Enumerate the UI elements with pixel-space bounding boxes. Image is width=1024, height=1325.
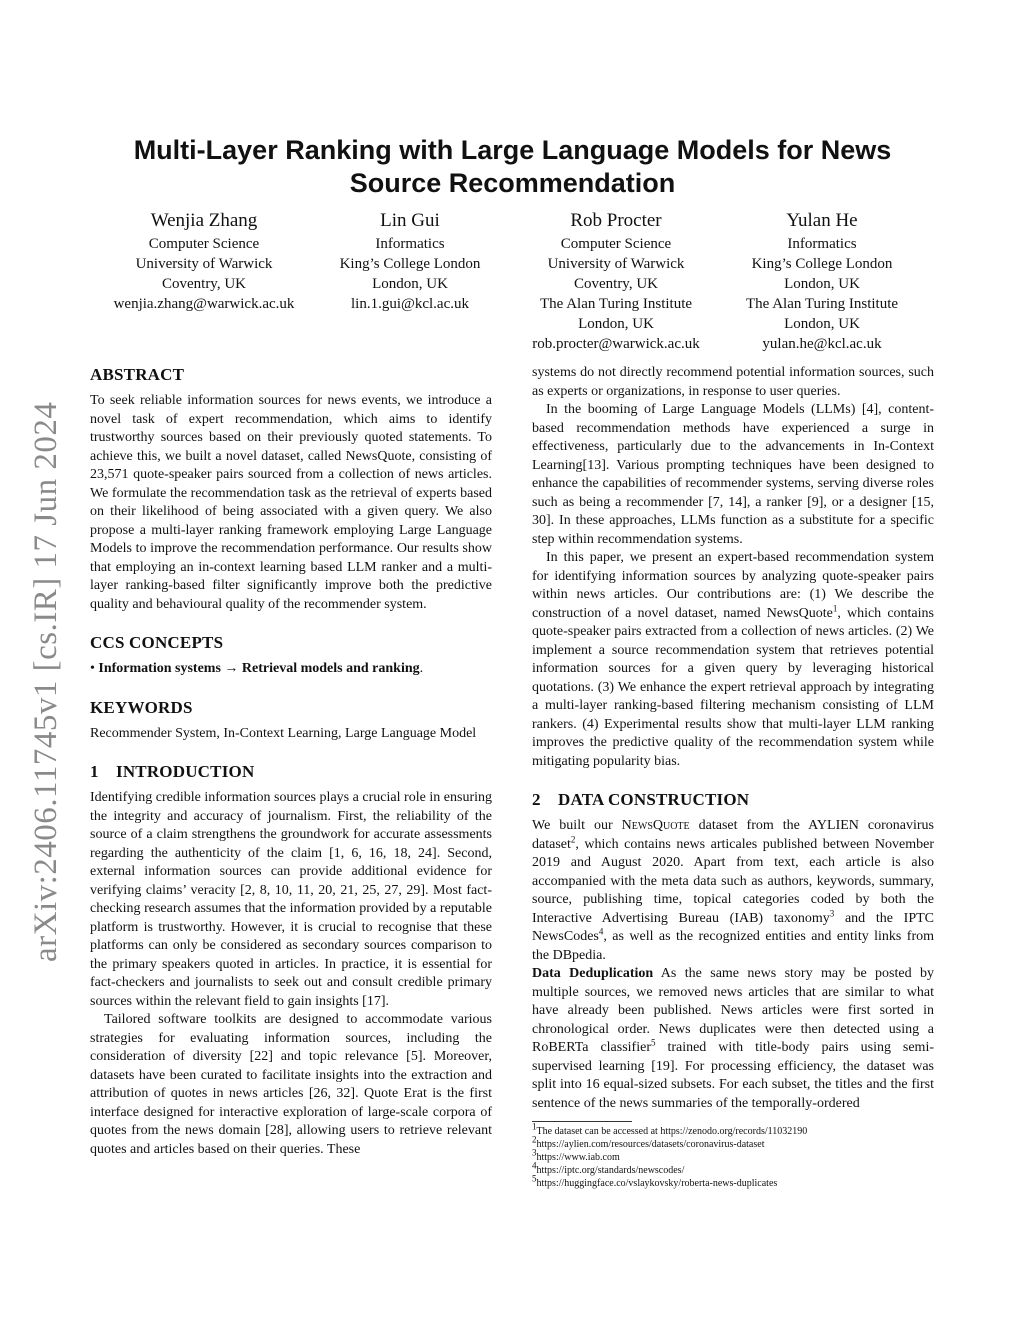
affiliation-line: London, UK [578, 316, 654, 332]
author-4 [702, 208, 942, 354]
abstract-heading: ABSTRACT [90, 365, 185, 384]
affiliation-line: Informatics [375, 236, 445, 252]
footnote-text: https://aylien.com/resources/datasets/coronavirus-dataset [536, 1139, 765, 1150]
author-email: lin.1.gui@kcl.ac.uk [351, 296, 469, 312]
affiliation-line: The Alan Turing Institute [745, 296, 899, 312]
author-email: yulan.he@kcl.ac.uk [762, 336, 882, 352]
affiliation-line: Informatics [787, 236, 857, 252]
affiliation-line: University of Warwick [547, 256, 685, 272]
footnote-text: https://iptc.org/standards/newscodes/ [536, 1165, 685, 1176]
section-title: DATA CONSTRUCTION [558, 790, 750, 809]
paper-title: Multi-Layer Ranking with Large Language Models for News Source Recommendation [133, 135, 892, 198]
author-name: Lin Gui [380, 210, 440, 231]
paragraph [532, 549, 934, 771]
arrow-icon: → [224, 661, 239, 676]
footnote-text: https://www.iab.com [536, 1152, 620, 1163]
section-number: 2 [532, 790, 541, 809]
paragraph: Identifying credible information sources plays a crucial role in ensuring the integrity and accuracy of journalism. First, the reliability of the source of a claim strengthens the groundwork for accurate assessments regarding the authenticity of the claim [1, 6, 16, 18, 24]. Second, external information sources can provide additional evidence for verifying claims’ veracity [2, 8, 10, 11, 20, 21, 25, 27, 29]. Most fact-checking research assumes that the information provided by a reputable platform is trustworthy. However, it is crucial to recognise that these platforms can only be considered as secondary sources comparison to the primary speakers quoted in articles. In practice, it is essential for fact-checkers and journalists to seek out and consult credible primary sources within the relevant field to gain insights [17]. [90, 790, 492, 1009]
ccs-heading: CCS CONCEPTS [90, 633, 224, 652]
author-3 [496, 208, 736, 354]
footnote [532, 1134, 934, 1151]
paragraph: Tailored software toolkits are designed to accommodate various strategies for evaluating information sources, including the consideration of diversity [22] and topic relevance [5]. Moreover, datasets have been curated to facilitate insights into the extraction and attribution of quotes in news articles [26, 32]. Quote Erat is the first interface designed for interactive exploration of large-scale corpora of quotes from the news domain [28], allowing users to retrieve relevant quotes and articles based on their queries. These [90, 1012, 492, 1157]
paragraph [532, 965, 934, 1113]
text-run: As the same news story may be posted by multiple sources, we removed news articles that are similar to what have already been published. News articles were first sorted in chronological order. News duplicates were then detected using a RoBERTa classifier [532, 966, 934, 1055]
keywords-heading: KEYWORDS [90, 697, 193, 717]
section-heading [90, 761, 492, 783]
author-2 [290, 208, 530, 314]
footnote-number: 1 [532, 1121, 537, 1132]
run-in-heading: Data Deduplication [532, 966, 654, 981]
paragraph [532, 817, 934, 965]
author-email: wenjia.zhang@warwick.ac.uk [113, 296, 295, 312]
affiliation-line: London, UK [784, 316, 860, 332]
footnote [532, 1147, 934, 1164]
affiliation-line: University of Warwick [135, 256, 273, 272]
text-run: and the IPTC NewsCodes [532, 910, 934, 944]
text-run: dataset from the AYLIEN coronavirus dataset [532, 818, 934, 852]
footnote-number: 4 [532, 1160, 537, 1171]
footnote-marker: 2 [570, 833, 576, 844]
author-name: Yulan He [786, 210, 858, 231]
ccs-end: . [419, 661, 424, 676]
footnote-text: The dataset can be accessed at https://zenodo.org/records/11032190 [536, 1126, 808, 1137]
left-column [90, 364, 492, 1159]
dataset-name: NewsQuote [621, 818, 690, 833]
ccs-concepts [90, 660, 492, 679]
footnote-marker: 5 [651, 1037, 656, 1048]
footnote-marker: 1 [832, 602, 838, 613]
footnote-number: 5 [532, 1173, 537, 1184]
affiliation-line: Computer Science [148, 236, 260, 252]
text-run: , which contains news articales published between November 2019 and August 2020. Apart from text, each article is also accompanied with the meta data such as authors, keywords, summary, source, publishing time, topical categories coded by both the Interactive Advertising Bureau (IAB) taxonomy [532, 836, 934, 926]
affiliation-line: King’s College London [751, 256, 893, 272]
author-1 [84, 208, 324, 314]
paragraph: In the booming of Large Language Models (LLMs) [4], content-based recommendation methods have experienced a surge in effectiveness, particularly due to the advancements in In-Context Learning[13]. Various prompting techniques have been designed to enhance the capabilities of recommender systems, serving diverse roles such as being a recommender [7, 14], a ranker [9], or a designer [15, 30]. In these approaches, LLMs function as a substitute for a specific step within recommendation systems. [532, 402, 934, 547]
paragraph: systems do not directly recommend potential information sources, such as experts or organizations, in response to user queries. [532, 365, 934, 399]
text-run: trained with title-body pairs using semi-supervised learning [19]. For processing efficiency, the dataset was split into 16 equal-sized subsets. For each subset, the titles and the first sentence of the news summaries of the temporally-ordered [532, 1040, 935, 1111]
affiliation-line: The Alan Turing Institute [539, 296, 693, 312]
footnotes [532, 1121, 934, 1190]
text-run: , as well as the recognized entities and entity links from the DBpedia. [532, 929, 934, 963]
footnote-marker: 4 [598, 926, 604, 937]
footnote-text: https://huggingface.co/vslaykovsky/roberta-news-duplicates [536, 1178, 778, 1189]
affiliation-line: Coventry, UK [573, 276, 659, 292]
keywords-text: Recommender System, In-Context Learning, Large Language Model [90, 725, 477, 741]
section-number: 1 [90, 762, 99, 781]
footnote-marker: 3 [829, 907, 835, 918]
affiliation-line: King’s College London [339, 256, 481, 272]
right-column [532, 364, 934, 1190]
author-name: Rob Procter [570, 210, 662, 231]
affiliation-line: London, UK [784, 276, 860, 292]
text-run: In this paper, we present an expert-based recommendation system for identifying information sources by analyzing quote-speaker pairs within news articles. Our contributions are: (1) We describe the construction of a novel dataset, named NewsQuote [532, 550, 934, 621]
ccs-part1: Information systems [98, 661, 221, 676]
abstract-text: To seek reliable information sources for news events, we introduce a novel task of expert recommendation, which aims to identify trustworthy sources based on their previously quoted statements. To achieve this, we built a novel dataset, called NewsQuote, consisting of 23,571 quote-speaker pairs sourced from a collection of news articles. We formulate the recommendation task as the retrieval of experts based on their likelihood of being associated with a given query. We also propose a multi-layer ranking framework employing Large Language Models to improve the recommendation performance. Our results show that employing an in-context learning based LLM ranker and a multi-layer ranking-based filter significantly improve both the predictive quality and behavioural quality of the recommender system. [90, 393, 492, 612]
text-run: We built our [532, 818, 622, 833]
arxiv-stamp: arXiv:2406.11745v1 [cs.IR] 17 Jun 2024 [28, 401, 64, 962]
footnote [532, 1173, 934, 1190]
affiliation-line: Computer Science [560, 236, 672, 252]
section-title: INTRODUCTION [116, 762, 255, 781]
author-email: rob.procter@warwick.ac.uk [532, 336, 700, 352]
footnote-number: 3 [532, 1147, 537, 1158]
affiliation-line: Coventry, UK [161, 276, 247, 292]
footnote-number: 2 [532, 1134, 537, 1145]
author-name: Wenjia Zhang [150, 210, 258, 231]
footnote [532, 1160, 934, 1177]
ccs-bullet: • [90, 661, 95, 676]
ccs-part2: Retrieval models and ranking [241, 661, 420, 676]
text-run: , which contains quote-speaker pairs extracted from a collection of news articles. (2) We implement a source recommendation system that retrieves potential information sources for a given query by leveraging historical quotations. (3) We enhance the expert retrieval approach by integrating a multi-layer ranking-based filtering mechanism consisting of LLM rankers. (4) Experimental results show that multi-layer LLM ranking improves the predictive quality of the recommendation system while mitigating popularity bias. [532, 605, 934, 769]
section-heading [532, 789, 934, 811]
affiliation-line: London, UK [372, 276, 448, 292]
footnote-rule [532, 1121, 632, 1122]
footnote [532, 1121, 934, 1138]
